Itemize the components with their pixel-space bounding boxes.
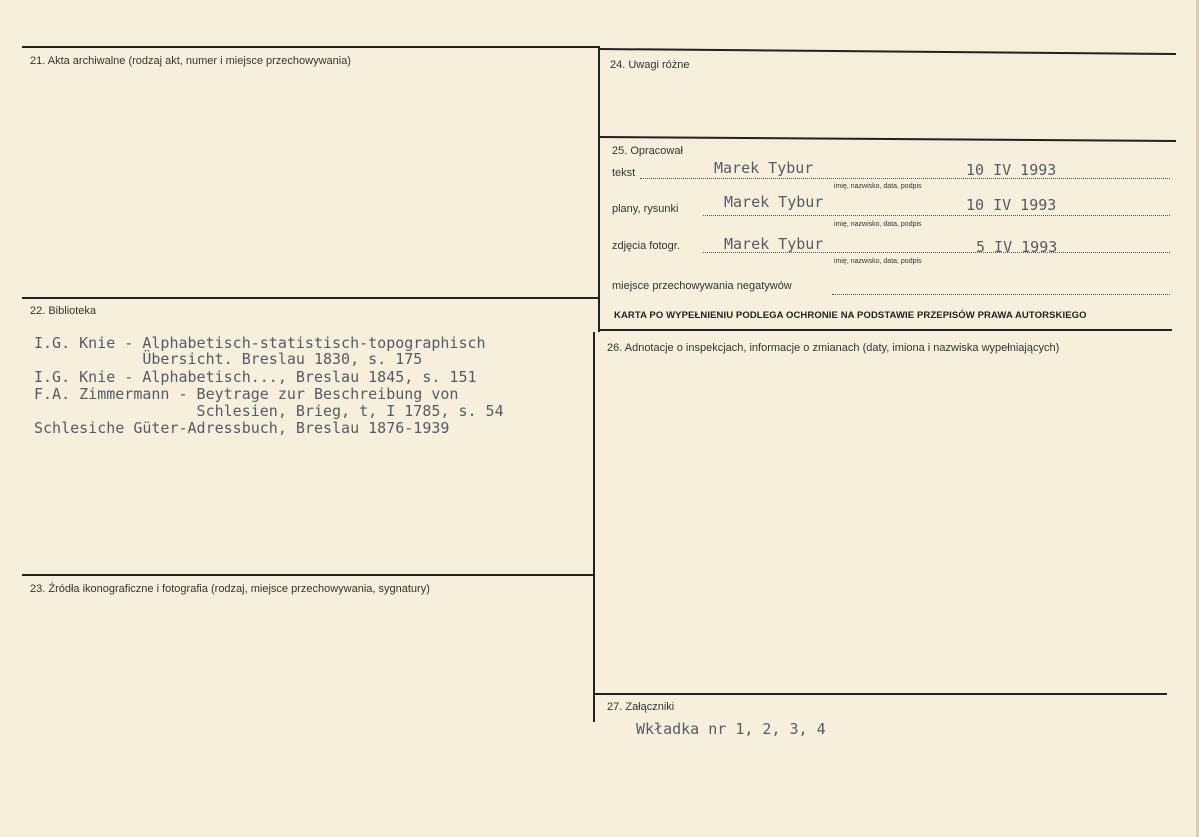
plany-dotted-line <box>703 215 1170 216</box>
tekst-author: Marek Tybur <box>714 159 814 177</box>
top-rule-left <box>22 46 600 48</box>
plany-date: 10 IV 1993 <box>966 196 1057 214</box>
rule-22-23 <box>22 574 594 576</box>
plany-label: plany, rysunki <box>612 203 679 215</box>
biblioteka-line-2: Übersicht. Breslau 1830, s. 175 <box>34 350 423 368</box>
negatywy-dotted-line <box>832 294 1170 295</box>
tekst-dotted-line <box>640 178 1170 179</box>
plany-author: Marek Tybur <box>724 193 824 211</box>
biblioteka-line-4: F.A. Zimmermann - Beytrage zur Beschreibung von <box>34 385 459 403</box>
zdjecia-hint: imię, nazwisko, data, podpis <box>834 258 922 265</box>
section-24-label: 24. Uwagi różne <box>610 59 690 71</box>
section-23-label: 23. Źródła ikonograficzne i fotografia (rodzaj, miejsce przechowywania, sygnatury) <box>30 583 430 595</box>
top-rule-right <box>600 48 1176 55</box>
plany-hint: imię, nazwisko, data, podpis <box>834 221 922 228</box>
rule-24-25 <box>600 136 1176 142</box>
zdjecia-label: zdjęcia fotogr. <box>612 240 680 252</box>
biblioteka-line-5: Schlesien, Brieg, t, I 1785, s. 54 <box>34 402 504 420</box>
section-27-label: 27. Załączniki <box>607 701 675 713</box>
tekst-date: 10 IV 1993 <box>966 161 1057 179</box>
biblioteka-line-3: I.G. Knie - Alphabetisch..., Breslau 1845, s. 151 <box>34 368 477 386</box>
column-divider <box>598 46 600 332</box>
section-25-label: 25. Opracował <box>612 145 683 157</box>
rule-25-26 <box>598 329 1172 331</box>
biblioteka-line-6: Schlesiche Güter-Adressbuch, Breslau 1876-1939 <box>34 419 450 437</box>
copyright-note: KARTA PO WYPEŁNIENIU PODLEGA OCHRONIE NA PODSTAWIE PRZEPISÓW PRAWA AUTORSKIEGO <box>614 310 1087 321</box>
zalaczniki-value: Wkładka nr 1, 2, 3, 4 <box>636 720 826 738</box>
column-divider-lower <box>593 332 595 722</box>
section-26-label: 26. Adnotacje o inspekcjach, informacje o zmianach (daty, imiona i nazwiska wypełniających) <box>607 342 1060 354</box>
section-21-label: 21. Akta archiwalne (rodzaj akt, numer i miejsce przechowywania) <box>30 55 351 67</box>
zdjecia-author: Marek Tybur <box>724 235 824 253</box>
tekst-label: tekst <box>612 167 636 179</box>
tekst-hint: imię, nazwisko, data, podpis <box>834 183 922 190</box>
biblioteka-line-1: I.G. Knie - Alphabetisch-statistisch-topographisch <box>34 334 486 352</box>
rule-26-27 <box>594 693 1167 695</box>
section-22-label: 22. Biblioteka <box>30 305 97 317</box>
zdjecia-date: 5 IV 1993 <box>976 238 1058 256</box>
rule-21-22 <box>22 297 598 299</box>
negatywy-label: miejsce przechowywania negatywów <box>612 280 792 292</box>
